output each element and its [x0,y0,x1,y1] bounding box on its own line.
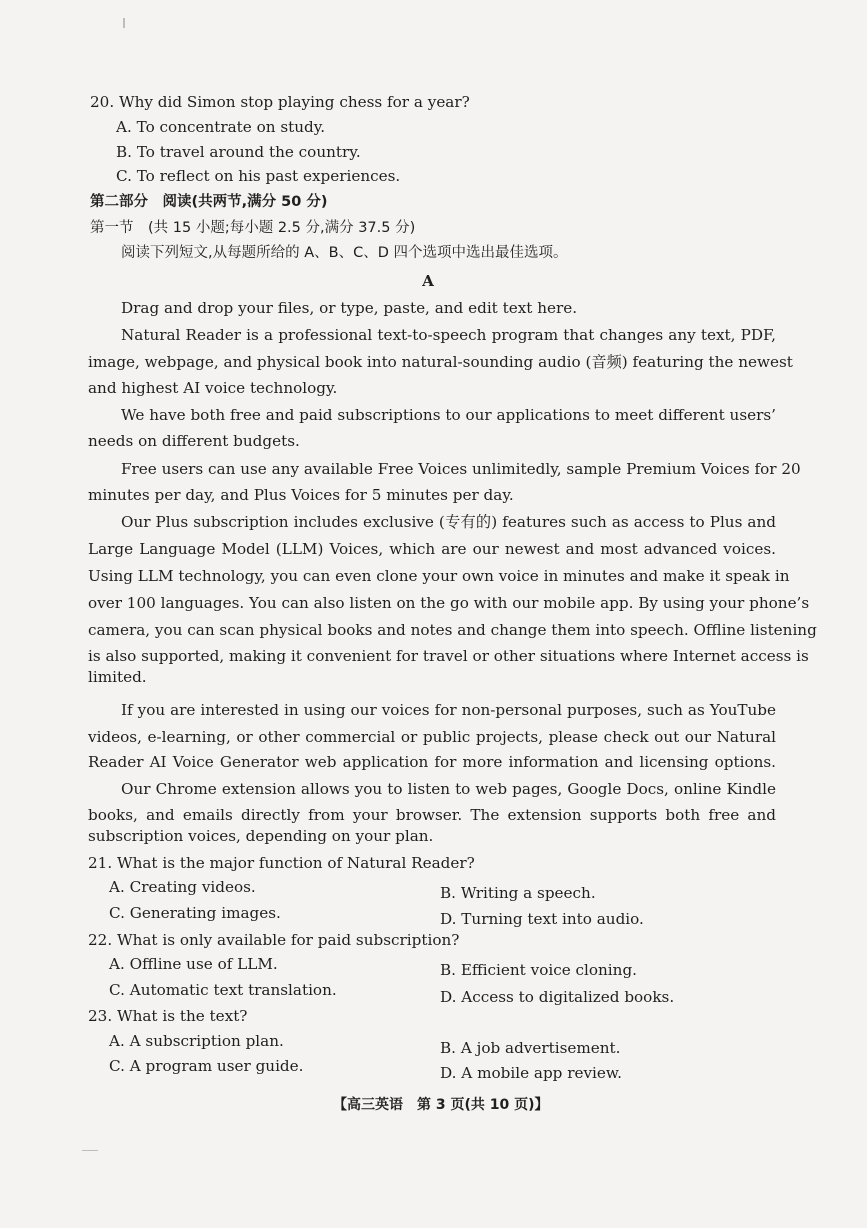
question-20-option-b: B. To travel around the country. [116,143,361,161]
passage-line: Reader AI Voice Generator web application for more information and licensing options. [88,753,776,771]
question-23-option-d: D. A mobile app review. [440,1064,622,1082]
passage-line: image, webpage, and physical book into natural-sounding audio (音频) featuring the newest [88,353,793,371]
scan-mark [123,18,125,28]
passage-line: camera, you can scan physical books and notes and change them into speech. Offline listening [88,621,817,639]
passage-line: needs on different budgets. [88,432,300,450]
question-22-option-c: C. Automatic text translation. [109,981,337,999]
question-20-option-a: A. To concentrate on study. [116,118,326,136]
section1-title: 第一节 (共 15 小题;每小题 2.5 分,满分 37.5 分) [90,220,416,236]
question-23-stem: 23. What is the text? [88,1007,248,1025]
question-20-stem: 20. Why did Simon stop playing chess for a year? [90,93,470,111]
passage-label: A [422,272,434,290]
passage-line: is also supported, making it convenient for travel or other situations where Internet access is [88,647,809,665]
question-21-option-a: A. Creating videos. [109,878,256,896]
question-23-option-c: C. A program user guide. [109,1057,304,1075]
question-21-stem: 21. What is the major function of Natural Reader? [88,854,475,872]
scan-mark [82,1150,98,1151]
passage-line: Free users can use any available Free Voices unlimitedly, sample Premium Voices for 20 [121,460,801,478]
passage-line: limited. [88,668,147,686]
passage-line: minutes per day, and Plus Voices for 5 minutes per day. [88,486,514,504]
question-22-stem: 22. What is only available for paid subscription? [88,931,460,949]
part2-title: 第二部分 阅读(共两节,满分 50 分) [90,194,328,210]
passage-line: videos, e-learning, or other commercial or public projects, please check out our Natural [88,728,776,746]
question-22-option-b: B. Efficient voice cloning. [440,961,637,979]
question-23-option-a: A. A subscription plan. [109,1032,284,1050]
passage-line: over 100 languages. You can also listen on the go with our mobile app. By using your phone’s [88,594,810,612]
question-23-option-b: B. A job advertisement. [440,1039,621,1057]
question-22-option-a: A. Offline use of LLM. [109,955,278,973]
passage-line: Our Chrome extension allows you to listen to web pages, Google Docs, online Kindle [121,780,776,798]
question-20-option-c: C. To reflect on his past experiences. [116,167,401,185]
passage-line: We have both free and paid subscriptions to our applications to meet different users’ [121,406,776,424]
passage-line: Drag and drop your files, or type, paste, and edit text here. [121,299,578,317]
passage-line: If you are interested in using our voices for non-personal purposes, such as YouTube [121,701,776,719]
passage-line: Natural Reader is a professional text-to-speech program that changes any text, PDF, [121,326,776,344]
question-22-option-d: D. Access to digitalized books. [440,988,675,1006]
passage-line: Our Plus subscription includes exclusive (专有的) features such as access to Plus and [121,513,776,531]
passage-line: subscription voices, depending on your plan. [88,827,434,845]
reading-instruction: 阅读下列短文,从每题所给的 A、B、C、D 四个选项中选出最佳选项。 [121,245,568,261]
question-21-option-d: D. Turning text into audio. [440,910,644,928]
passage-line: books, and emails directly from your browser. The extension supports both free and [88,806,776,824]
question-21-option-c: C. Generating images. [109,904,281,922]
passage-line: and highest AI voice technology. [88,379,338,397]
passage-line: Large Language Model (LLM) Voices, which are our newest and most advanced voices. [88,540,776,558]
page-footer: 【高三英语 第 3 页(共 10 页)】 [333,1097,549,1113]
question-21-option-b: B. Writing a speech. [440,884,596,902]
passage-line: Using LLM technology, you can even clone your own voice in minutes and make it speak in [88,567,790,585]
